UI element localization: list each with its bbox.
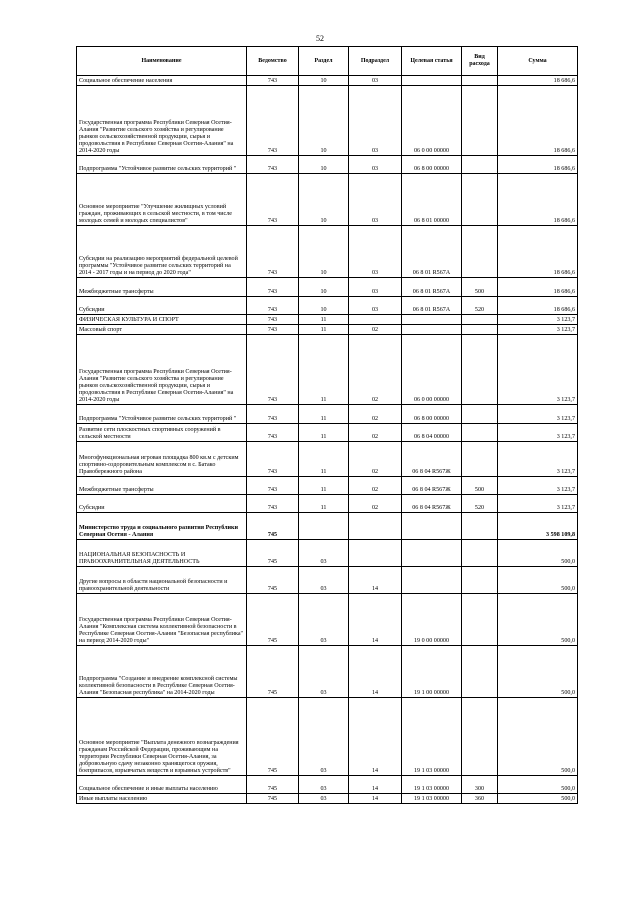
col-header-sum: Сумма bbox=[498, 47, 578, 76]
cell-dept: 743 bbox=[247, 174, 299, 226]
col-header-subsection: Подраздел bbox=[349, 47, 402, 76]
cell-name: Многофункциональная игровая площадка 800 кв.м с детским спортивно-оздоровительным комплексом в с. Батако Правобережного района bbox=[77, 442, 247, 477]
cell-dept: 743 bbox=[247, 405, 299, 424]
cell-name: Государственная программа Республики Северная Осетия-Алания "Развитие сельского хозяйства и регулирование рынков сельскохозяйственной продукции, сырья и продовольствия в Республике Северная Осетия-Алания" на 2014-2020 годы bbox=[77, 86, 247, 156]
cell-kind bbox=[462, 86, 498, 156]
cell-sect: 03 bbox=[299, 698, 349, 776]
cell-name: Подпрограмма "Создание и внедрение комплексной системы коллективной безопасности в Республике Северная Осетия-Алания "Безопасная республика" на 2014-2020 годы bbox=[77, 646, 247, 698]
cell-dept: 743 bbox=[247, 156, 299, 174]
cell-name: Субсидии bbox=[77, 495, 247, 513]
cell-sect: 11 bbox=[299, 477, 349, 495]
table-row bbox=[77, 477, 578, 495]
cell-target bbox=[402, 513, 462, 540]
cell-dept: 743 bbox=[247, 86, 299, 156]
table-row bbox=[77, 646, 578, 698]
table-row bbox=[77, 698, 578, 776]
cell-sub: 14 bbox=[349, 646, 402, 698]
cell-sub: 02 bbox=[349, 495, 402, 513]
cell-kind: 500 bbox=[462, 477, 498, 495]
cell-name: Государственная программа Республики Северная Осетия-Алания "Развитие сельского хозяйства и регулирование рынков сельскохозяйственной продукции, сырья и продовольствия в Республике Северная Осетия-Алания" на 2014-2020 годы bbox=[77, 335, 247, 405]
cell-name: Подпрограмма "Устойчивое развитие сельских территорий " bbox=[77, 156, 247, 174]
cell-sum: 500,0 bbox=[498, 698, 578, 776]
table-row bbox=[77, 278, 578, 297]
cell-sect: 11 bbox=[299, 325, 349, 335]
cell-sub: 02 bbox=[349, 442, 402, 477]
table-header-row bbox=[77, 47, 578, 76]
cell-sub: 14 bbox=[349, 698, 402, 776]
table-row bbox=[77, 76, 578, 86]
cell-dept: 743 bbox=[247, 315, 299, 325]
cell-name: Иные выплаты населению bbox=[77, 794, 247, 804]
cell-target bbox=[402, 567, 462, 594]
cell-target: 19 1 03 00000 bbox=[402, 794, 462, 804]
cell-target bbox=[402, 325, 462, 335]
cell-sub: 03 bbox=[349, 86, 402, 156]
cell-sum: 3 123,7 bbox=[498, 315, 578, 325]
cell-kind: 360 bbox=[462, 794, 498, 804]
cell-target: 19 1 00 00000 bbox=[402, 646, 462, 698]
col-header-name: Наименование bbox=[77, 47, 247, 76]
cell-target: 06 8 04 R567Ж bbox=[402, 442, 462, 477]
cell-name: ФИЗИЧЕСКАЯ КУЛЬТУРА И СПОРТ bbox=[77, 315, 247, 325]
cell-sum: 500,0 bbox=[498, 594, 578, 646]
cell-sect: 11 bbox=[299, 405, 349, 424]
cell-kind: 520 bbox=[462, 297, 498, 315]
cell-sub bbox=[349, 315, 402, 325]
cell-sub: 02 bbox=[349, 477, 402, 495]
cell-sum: 18 686,6 bbox=[498, 226, 578, 278]
cell-kind bbox=[462, 594, 498, 646]
table-row bbox=[77, 156, 578, 174]
cell-kind bbox=[462, 315, 498, 325]
cell-sub: 03 bbox=[349, 278, 402, 297]
cell-kind bbox=[462, 424, 498, 442]
cell-name: Социальное обеспечение населения bbox=[77, 76, 247, 86]
cell-target: 19 1 03 00000 bbox=[402, 776, 462, 794]
cell-kind: 300 bbox=[462, 776, 498, 794]
cell-sect: 11 bbox=[299, 424, 349, 442]
table-row bbox=[77, 513, 578, 540]
cell-sub: 03 bbox=[349, 226, 402, 278]
cell-sum: 18 686,6 bbox=[498, 174, 578, 226]
cell-dept: 743 bbox=[247, 297, 299, 315]
cell-sect: 10 bbox=[299, 226, 349, 278]
cell-sum: 500,0 bbox=[498, 567, 578, 594]
table-row bbox=[77, 495, 578, 513]
cell-sect: 10 bbox=[299, 156, 349, 174]
cell-kind bbox=[462, 698, 498, 776]
cell-kind bbox=[462, 442, 498, 477]
col-header-section: Раздел bbox=[299, 47, 349, 76]
table-row bbox=[77, 315, 578, 325]
col-header-target: Целевая статья bbox=[402, 47, 462, 76]
cell-sum: 500,0 bbox=[498, 646, 578, 698]
cell-dept: 745 bbox=[247, 698, 299, 776]
table-row bbox=[77, 226, 578, 278]
table-row bbox=[77, 594, 578, 646]
cell-kind: 500 bbox=[462, 278, 498, 297]
cell-dept: 743 bbox=[247, 325, 299, 335]
table-row bbox=[77, 174, 578, 226]
cell-sub: 03 bbox=[349, 76, 402, 86]
cell-dept: 743 bbox=[247, 278, 299, 297]
table-row bbox=[77, 567, 578, 594]
cell-sum: 500,0 bbox=[498, 794, 578, 804]
cell-dept: 745 bbox=[247, 646, 299, 698]
cell-sum: 3 123,7 bbox=[498, 325, 578, 335]
cell-dept: 745 bbox=[247, 794, 299, 804]
table-row bbox=[77, 405, 578, 424]
cell-kind bbox=[462, 325, 498, 335]
cell-target: 06 0 00 00000 bbox=[402, 335, 462, 405]
cell-name: Социальное обеспечение и иные выплаты населению bbox=[77, 776, 247, 794]
cell-kind bbox=[462, 226, 498, 278]
table-row bbox=[77, 297, 578, 315]
cell-sub: 14 bbox=[349, 594, 402, 646]
cell-name: Межбюджетные трансферты bbox=[77, 477, 247, 495]
cell-sub: 02 bbox=[349, 335, 402, 405]
cell-sum: 500,0 bbox=[498, 540, 578, 567]
cell-target: 06 8 01 00000 bbox=[402, 174, 462, 226]
cell-sub: 14 bbox=[349, 776, 402, 794]
cell-sect: 10 bbox=[299, 174, 349, 226]
cell-sum: 3 123,7 bbox=[498, 477, 578, 495]
table-row bbox=[77, 86, 578, 156]
cell-kind bbox=[462, 513, 498, 540]
cell-target: 19 0 00 00000 bbox=[402, 594, 462, 646]
cell-sub: 02 bbox=[349, 405, 402, 424]
cell-name: Подпрограмма "Устойчивое развитие сельских территорий " bbox=[77, 405, 247, 424]
cell-sect: 11 bbox=[299, 315, 349, 325]
cell-kind bbox=[462, 540, 498, 567]
cell-dept: 745 bbox=[247, 513, 299, 540]
cell-sum: 18 686,6 bbox=[498, 86, 578, 156]
cell-dept: 745 bbox=[247, 776, 299, 794]
cell-target: 06 8 04 R567Ж bbox=[402, 477, 462, 495]
cell-sub bbox=[349, 513, 402, 540]
cell-sect: 10 bbox=[299, 297, 349, 315]
cell-kind bbox=[462, 156, 498, 174]
cell-target: 06 8 00 00000 bbox=[402, 156, 462, 174]
cell-target: 06 8 00 00000 bbox=[402, 405, 462, 424]
cell-sum: 3 598 109,8 bbox=[498, 513, 578, 540]
cell-kind bbox=[462, 567, 498, 594]
cell-sect: 03 bbox=[299, 540, 349, 567]
cell-sum: 500,0 bbox=[498, 776, 578, 794]
cell-name: Министерство труда и социального развития Республики Северная Осетия - Алания bbox=[77, 513, 247, 540]
cell-name: Основное мероприятие "Улучшение жилищных условий граждан, проживающих в сельской местности, в том числе молодых семей и молодых специалистов" bbox=[77, 174, 247, 226]
cell-name: Субсидии на реализацию мероприятий федеральной целевой программы "Устойчивое развитие сельских территорий на 2014 - 2017 годы и на период до 2020 года" bbox=[77, 226, 247, 278]
cell-dept: 745 bbox=[247, 567, 299, 594]
cell-sect: 03 bbox=[299, 776, 349, 794]
cell-name: Основное мероприятие "Выплата денежного вознаграждения гражданам Российской Федерации, проживающим на территории Республики Северная Осетия-Алания, за добровольную сдачу незаконно хранящегося оружия, боеприпасов, взрывчатых веществ и взрывных устройств" bbox=[77, 698, 247, 776]
page-number: 52 bbox=[316, 34, 324, 43]
col-header-dept: Ведомство bbox=[247, 47, 299, 76]
cell-sect: 11 bbox=[299, 335, 349, 405]
cell-sect bbox=[299, 513, 349, 540]
cell-sub: 02 bbox=[349, 325, 402, 335]
cell-sect: 03 bbox=[299, 594, 349, 646]
cell-target: 06 8 01 R567А bbox=[402, 278, 462, 297]
cell-dept: 743 bbox=[247, 424, 299, 442]
cell-kind: 520 bbox=[462, 495, 498, 513]
cell-kind bbox=[462, 335, 498, 405]
cell-dept: 743 bbox=[247, 335, 299, 405]
cell-sect: 10 bbox=[299, 86, 349, 156]
cell-kind bbox=[462, 174, 498, 226]
table-row bbox=[77, 442, 578, 477]
cell-target: 06 8 04 R567Ж bbox=[402, 495, 462, 513]
cell-sub: 14 bbox=[349, 567, 402, 594]
cell-sub: 03 bbox=[349, 297, 402, 315]
cell-name: Государственная программа Республики Северная Осетия-Алания "Комплексная система коллективной безопасности в Республике Северная Осетия-Алания "Безопасная республика" на период 2014-2020 годы" bbox=[77, 594, 247, 646]
cell-sub: 03 bbox=[349, 174, 402, 226]
cell-sect: 10 bbox=[299, 76, 349, 86]
cell-name: Развитие сети плоскостных спортивных сооружений в сельской местности bbox=[77, 424, 247, 442]
table-row bbox=[77, 424, 578, 442]
cell-target: 06 8 01 R567А bbox=[402, 226, 462, 278]
cell-name: Массовый спорт bbox=[77, 325, 247, 335]
cell-sub: 14 bbox=[349, 794, 402, 804]
table-row bbox=[77, 794, 578, 804]
cell-target bbox=[402, 76, 462, 86]
cell-sum: 3 123,7 bbox=[498, 405, 578, 424]
cell-sum: 3 123,7 bbox=[498, 424, 578, 442]
cell-sum: 18 686,6 bbox=[498, 278, 578, 297]
cell-sect: 03 bbox=[299, 567, 349, 594]
cell-dept: 743 bbox=[247, 76, 299, 86]
cell-target: 06 0 00 00000 bbox=[402, 86, 462, 156]
cell-sub: 02 bbox=[349, 424, 402, 442]
cell-sum: 18 686,6 bbox=[498, 297, 578, 315]
cell-kind bbox=[462, 405, 498, 424]
cell-dept: 745 bbox=[247, 594, 299, 646]
budget-table bbox=[76, 46, 578, 804]
cell-sum: 18 686,6 bbox=[498, 156, 578, 174]
cell-sub: 03 bbox=[349, 156, 402, 174]
cell-target: 06 8 01 R567А bbox=[402, 297, 462, 315]
cell-name: Межбюджетные трансферты bbox=[77, 278, 247, 297]
cell-sum: 18 686,6 bbox=[498, 76, 578, 86]
cell-dept: 743 bbox=[247, 477, 299, 495]
table-row bbox=[77, 776, 578, 794]
cell-target bbox=[402, 540, 462, 567]
cell-dept: 745 bbox=[247, 540, 299, 567]
cell-dept: 743 bbox=[247, 226, 299, 278]
cell-dept: 743 bbox=[247, 495, 299, 513]
cell-target: 19 1 03 00000 bbox=[402, 698, 462, 776]
cell-name: НАЦИОНАЛЬНАЯ БЕЗОПАСНОСТЬ И ПРАВООХРАНИТЕЛЬНАЯ ДЕЯТЕЛЬНОСТЬ bbox=[77, 540, 247, 567]
cell-sum: 3 123,7 bbox=[498, 442, 578, 477]
table-row bbox=[77, 325, 578, 335]
cell-sum: 3 123,7 bbox=[498, 495, 578, 513]
cell-kind bbox=[462, 76, 498, 86]
cell-sect: 11 bbox=[299, 442, 349, 477]
cell-target: 06 8 04 00000 bbox=[402, 424, 462, 442]
cell-target bbox=[402, 315, 462, 325]
cell-sect: 03 bbox=[299, 646, 349, 698]
cell-sect: 11 bbox=[299, 495, 349, 513]
cell-name: Другие вопросы в области национальной безопасности и правоохранительной деятельности bbox=[77, 567, 247, 594]
cell-sub bbox=[349, 540, 402, 567]
cell-kind bbox=[462, 646, 498, 698]
cell-sum: 3 123,7 bbox=[498, 335, 578, 405]
cell-sect: 03 bbox=[299, 794, 349, 804]
cell-dept: 743 bbox=[247, 442, 299, 477]
col-header-kind: Вид расхода bbox=[462, 47, 498, 76]
table-row bbox=[77, 540, 578, 567]
table-row bbox=[77, 335, 578, 405]
cell-sect: 10 bbox=[299, 278, 349, 297]
cell-name: Субсидии bbox=[77, 297, 247, 315]
